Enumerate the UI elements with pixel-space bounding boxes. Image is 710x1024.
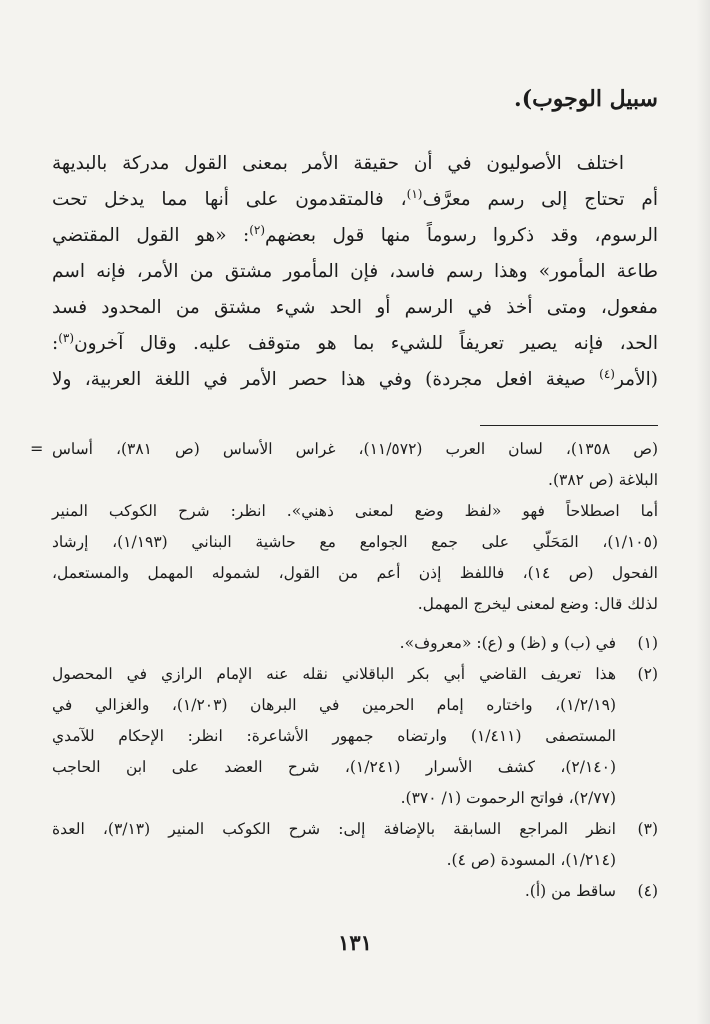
opening-line: سبيل الوجوب).: [514, 86, 658, 112]
footnote-line: المستصفى (١/٤١١) وارتضاه جمهور الأشاعرة: انظر: الإحكام للآمدي: [52, 727, 616, 745]
book-page: [30, 0, 659, 1024]
footnote-ref: (٢): [249, 222, 266, 237]
footnotes: [52, 434, 658, 907]
footnote-4: (٤)ساقط من (أ).: [52, 876, 658, 907]
footnote-number: (١): [637, 634, 658, 652]
footnote-line: (ص ١٣٥٨)، لسان العرب (١١/٥٧٢)، غراس الأساس (ص ٣٨١)، أساس: [52, 440, 658, 458]
footnote-ref: (١): [406, 186, 423, 201]
main-text: [52, 146, 658, 398]
footnote-line: البلاغة (ص ٣٨٢).: [548, 471, 658, 489]
body-line: مفعول، ومتى أخذ في الرسم أو الحد شيء مشتق من المحدود فسد: [52, 297, 658, 318]
footnote-ref: (٤): [599, 366, 615, 381]
footnote-line: أما اصطلاحاً فهو «لفظ وضع لمعنى ذهني». انظر: شرح الكوكب المنير: [52, 502, 658, 520]
body-line: الحد، فإنه يصير تعريفاً للشيء بما هو متوقف عليه. وقال آخرون$^{(٣)}$:: [52, 330, 658, 354]
body-line: (الأمر$^{(٤)}$ صيغة افعل مجردة) وفي هذا حصر الأمر في اللغة العربية، ولا: [52, 366, 658, 390]
footnote-ref: (٣): [58, 330, 75, 345]
footnote-number: (٢): [637, 665, 658, 683]
footnote-line: (١/٢١٤)، المسودة (ص ٤).: [446, 851, 616, 869]
footnote-2: (٢)هذا تعريف القاضي أبي بكر الباقلاني نقله عنه الإمام الرازي في المحصول: [52, 659, 658, 690]
page-number: ١٣١: [338, 930, 372, 955]
footnote-line: لذلك قال: وضع لمعنى ليخرج المهمل.: [417, 595, 658, 613]
body-line: طاعة المأمور» وهذا رسم فاسد، فإن المأمور مشتق من الأمر، فإنه اسم: [52, 261, 658, 282]
footnote-line: (١/٢/١٩)، واختاره إمام الحرمين في البرهان (١/٢٠٣)، والغزالي في: [52, 696, 616, 714]
footnote-line: (٢/١٤٠)، كشف الأسرار (١/٢٤١)، شرح العضد على ابن الحاجب: [52, 758, 616, 776]
footnote-number: (٣): [637, 820, 658, 838]
footnote-1: (١)في (ب) و (ظ) و (ع): «معروف».: [52, 628, 658, 659]
footnote-line: (٢/٧٧)، فواتح الرحموت (١/ ٣٧٠).: [400, 789, 616, 807]
footnote-separator: [480, 425, 658, 426]
footnote-line: (١/١٠٥)، المَحَلّي على جمع الجوامع مع حاشية البناني (١/١٩٣)، إرشاد: [52, 533, 658, 551]
body-line: أم تحتاج إلى رسم معرَّف$^{(١)}$، فالمتقدمون على أنها مما يدخل تحت: [52, 186, 658, 210]
footnote-line: الفحول (ص ١٤)، فاللفظ إذن أعم من القول، لشموله المهمل والمستعمل،: [52, 564, 658, 582]
footnote-number: (٤): [637, 882, 658, 900]
footnote-3: (٣)انظر المراجع السابقة بالإضافة إلى: شرح الكوكب المنير (٣/١٣)، العدة: [52, 814, 658, 845]
body-line: اختلف الأصوليون في أن حقيقة الأمر بمعنى القول مدركة بالبديهة: [52, 153, 624, 174]
continuation-mark: =: [30, 439, 44, 458]
page-edge-shadow: [696, 0, 710, 1024]
body-line: الرسوم، وقد ذكروا رسوماً منها قول بعضهم$^{(٢)}$: «هو القول المقتضي: [52, 222, 659, 246]
